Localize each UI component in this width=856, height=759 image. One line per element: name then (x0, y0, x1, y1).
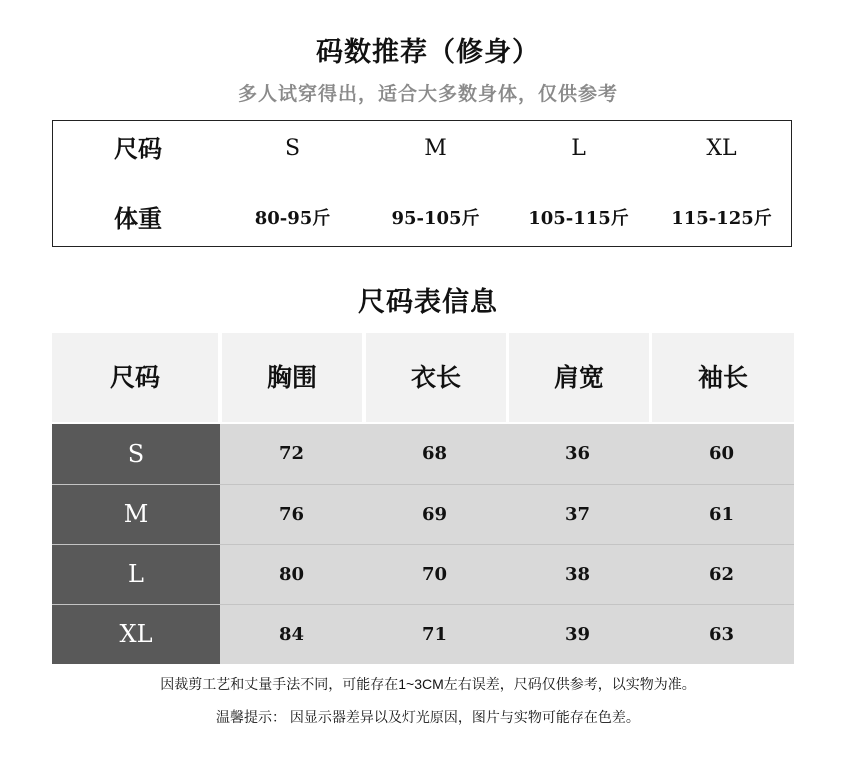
table-row (220, 424, 794, 484)
table-row (220, 545, 794, 604)
rec-weight-m: 95-105斤 (391, 208, 480, 229)
rec-size-l: L (571, 136, 586, 161)
cell-chest: 84 (278, 624, 305, 645)
cell-chest: 72 (278, 443, 305, 464)
cell-length: 70 (421, 564, 448, 585)
table-row (220, 485, 794, 544)
cell-shoulder: 38 (564, 564, 591, 585)
page-title: 码数推荐（修身） (316, 37, 540, 68)
cell-shoulder: 37 (564, 504, 591, 525)
header-shoulder: 肩宽 (509, 333, 649, 422)
cell-length: 68 (421, 443, 448, 464)
cell-chest: 80 (278, 564, 305, 585)
weight-row (53, 199, 791, 239)
cell-shoulder: 36 (564, 443, 591, 464)
rec-weight-l: 105-115斤 (528, 208, 629, 229)
size-row (53, 129, 791, 169)
rec-weight-s: 80-95斤 (254, 208, 331, 229)
header-length: 衣长 (366, 333, 506, 422)
header-size: 尺码 (52, 333, 218, 422)
cell-length: 71 (421, 624, 448, 645)
header-sleeve: 袖长 (652, 333, 794, 422)
header-chest: 胸围 (222, 333, 362, 422)
cell-sleeve: 63 (708, 624, 735, 645)
page-subtitle: 多人试穿得出，适合大多数身体，仅供参考 (237, 83, 618, 105)
rec-size-m: M (424, 136, 447, 161)
size-table-title: 尺码表信息 (358, 287, 498, 318)
size-row-label: 尺码 (114, 134, 162, 163)
rec-size-xl: XL (706, 136, 737, 161)
rec-size-s: S (284, 136, 301, 161)
row-size-m: M (52, 485, 220, 544)
size-recommendation-table (52, 120, 792, 247)
measurement-note: 因裁剪工艺和丈量手法不同，可能存在1~3CM左右误差，尺码仅供参考，以实物为准。 (160, 676, 696, 692)
color-difference-note: 温馨提示： 因显示器差异以及灯光原因，图片与实物可能存在色差。 (216, 709, 640, 725)
weight-row-label: 体重 (114, 204, 162, 233)
rec-weight-xl: 115-125斤 (671, 208, 772, 229)
row-size-xl: XL (52, 605, 220, 664)
table-row (220, 605, 794, 664)
row-size-l: L (52, 545, 220, 604)
cell-sleeve: 60 (708, 443, 735, 464)
size-chart-table (52, 333, 794, 664)
cell-length: 69 (421, 504, 448, 525)
cell-chest: 76 (278, 504, 305, 525)
cell-sleeve: 61 (708, 504, 735, 525)
row-size-s: S (52, 424, 220, 484)
cell-shoulder: 39 (564, 624, 591, 645)
cell-sleeve: 62 (708, 564, 735, 585)
